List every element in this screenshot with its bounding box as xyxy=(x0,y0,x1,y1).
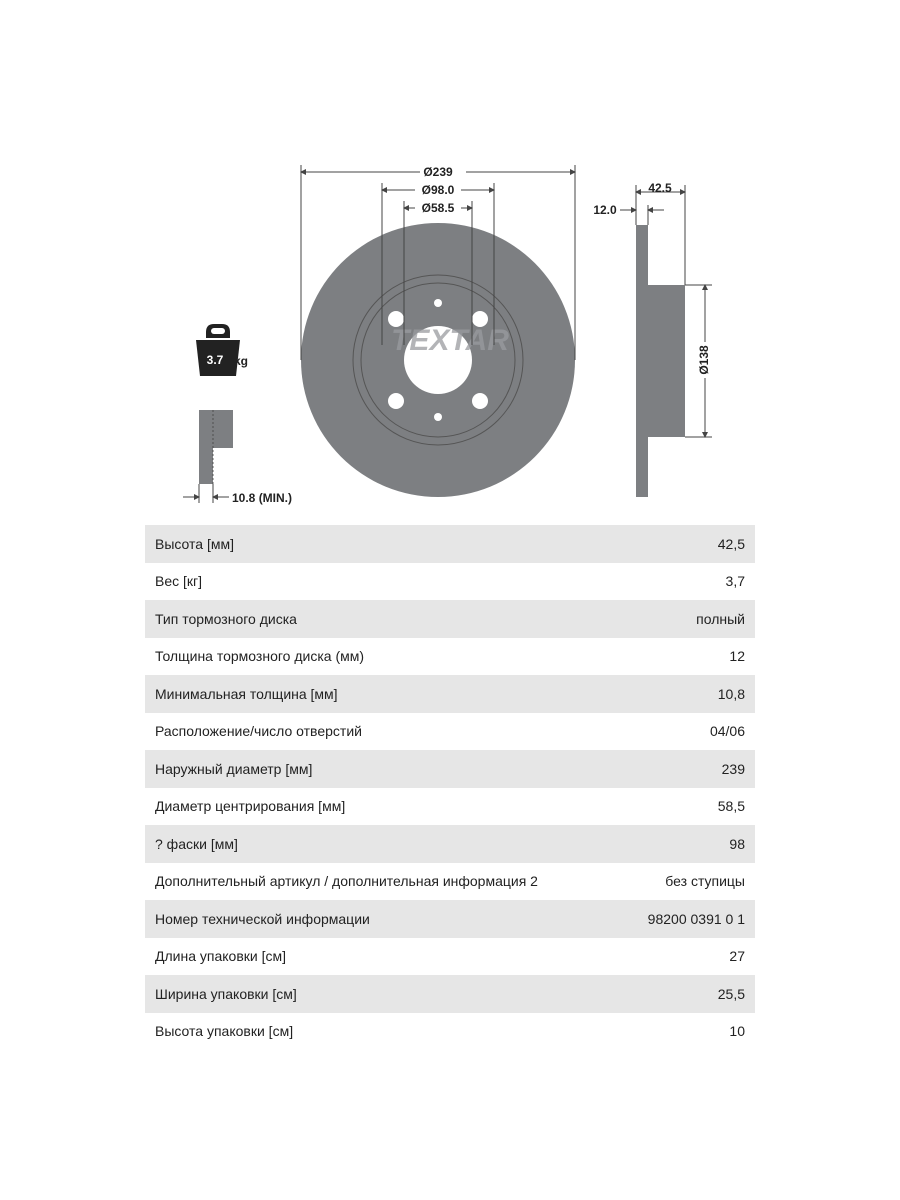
spec-row xyxy=(145,975,755,1013)
spec-row xyxy=(145,563,755,601)
spec-value: без ступицы xyxy=(665,873,745,890)
spec-value: 27 xyxy=(729,948,745,965)
spec-value: 3,7 xyxy=(725,573,745,590)
spec-row xyxy=(145,938,755,976)
spec-value: 10,8 xyxy=(617,675,755,713)
weight-unit: kg xyxy=(234,354,249,368)
spec-value: 04/06 xyxy=(709,723,745,740)
spec-row xyxy=(145,525,755,563)
spec-label: Вес [кг] xyxy=(155,573,203,590)
spec-value: 12 xyxy=(729,648,745,665)
height-label: 42.5 xyxy=(648,181,672,195)
spec-row xyxy=(145,900,755,938)
min-thickness-label: 10.8 (MIN.) xyxy=(232,491,293,505)
spec-table-body xyxy=(145,525,755,1050)
outer-diameter-label: Ø239 xyxy=(423,165,453,179)
technical-drawing xyxy=(0,0,900,520)
screw-hole xyxy=(434,299,442,307)
hole-circle-label: Ø98.0 xyxy=(421,183,455,197)
bolt-hole xyxy=(388,393,404,409)
spec-row xyxy=(145,750,755,788)
spec-value: 98200 0391 0 1 xyxy=(617,900,755,938)
brake-disc-drawing xyxy=(0,0,900,520)
spec-row xyxy=(145,600,755,638)
spec-value: 42,5 xyxy=(617,525,755,563)
spec-value: 239 xyxy=(617,750,755,788)
spec-label: Ширина упаковки [см] xyxy=(145,975,617,1013)
spec-label: Высота упаковки [см] xyxy=(155,1023,294,1040)
spec-value: 98 xyxy=(617,825,755,863)
spec-label: Наружный диаметр [мм] xyxy=(145,750,617,788)
spec-row xyxy=(145,1013,755,1051)
hat-diameter-label: Ø138 xyxy=(697,345,711,375)
center-bore-label: Ø58.5 xyxy=(421,201,455,215)
spec-label: Длина упаковки [см] xyxy=(155,948,286,965)
disc-side-view xyxy=(593,181,712,497)
spec-label: Высота [мм] xyxy=(145,525,617,563)
spec-row xyxy=(145,713,755,751)
spec-label: Расположение/число отверстий xyxy=(155,723,362,740)
spec-row xyxy=(145,863,755,901)
textar-logo: TEXTAR xyxy=(391,324,509,357)
thickness-label: 12.0 xyxy=(593,203,617,217)
spec-table xyxy=(145,525,755,1050)
min-thickness-icon xyxy=(183,410,233,503)
spec-label: Толщина тормозного диска (мм) xyxy=(155,648,365,665)
spec-label: Тип тормозного диска xyxy=(145,600,617,638)
spec-value: полный xyxy=(617,600,755,638)
spec-label: ? фаски [мм] xyxy=(145,825,617,863)
spec-row xyxy=(145,638,755,676)
disc-front-view xyxy=(301,223,575,497)
weight-icon xyxy=(196,324,240,376)
spec-label: Диаметр центрирования [мм] xyxy=(155,798,346,815)
spec-value: 58,5 xyxy=(717,798,745,815)
spec-row xyxy=(145,788,755,826)
spec-label: Минимальная толщина [мм] xyxy=(145,675,617,713)
spec-row xyxy=(145,825,755,863)
spec-label: Номер технической информации xyxy=(145,900,617,938)
spec-value: 10 xyxy=(729,1023,745,1040)
weight-value: 3.7 xyxy=(206,353,224,367)
bolt-hole xyxy=(472,393,488,409)
spec-row xyxy=(145,675,755,713)
spec-label: Дополнительный артикул / дополнительная информация 2 xyxy=(155,873,538,890)
screw-hole xyxy=(434,413,442,421)
spec-value: 25,5 xyxy=(617,975,755,1013)
